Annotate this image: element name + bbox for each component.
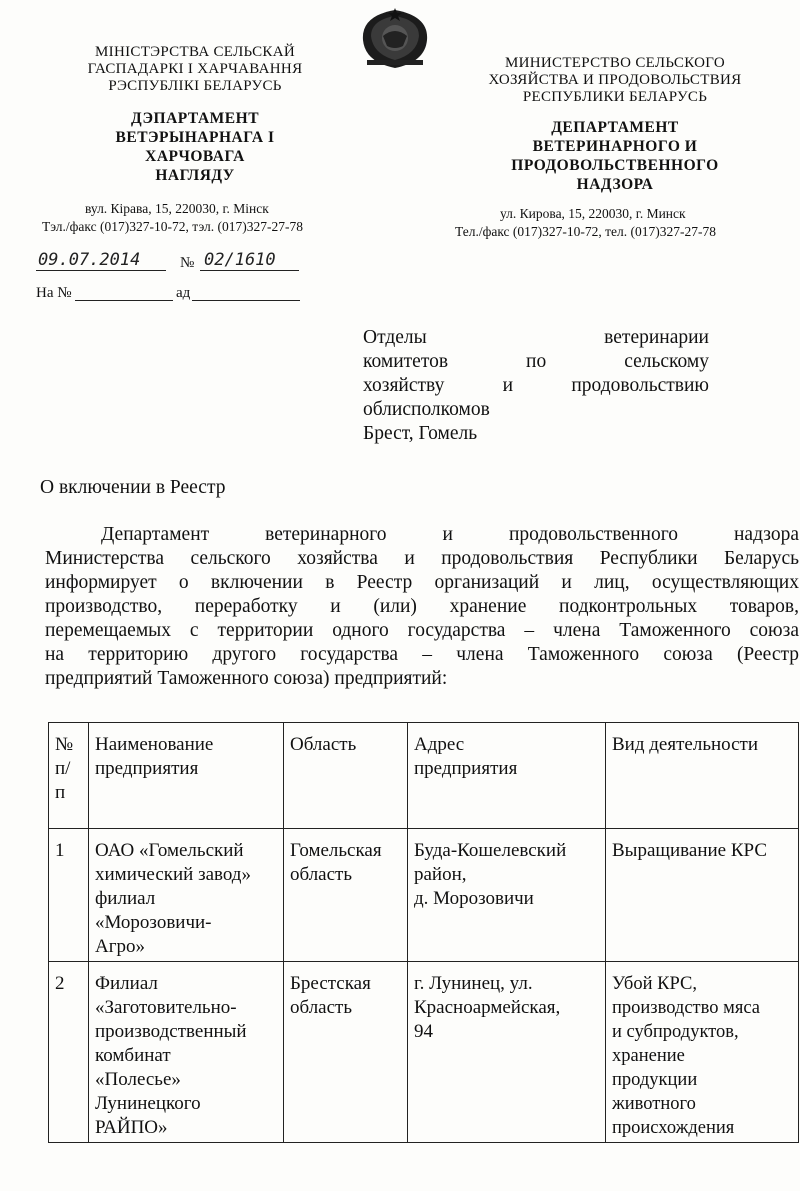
department-name-ru-3: ПРОДОВОЛЬСТВЕННОГО: [511, 157, 719, 174]
address-by-2: Тэл./факс (017)327-10-72, тэл. (017)327-27-78: [42, 219, 303, 234]
body-paragraph: [45, 523, 799, 691]
cell-number: 2: [49, 962, 89, 1143]
paragraph-line: Министерства сельского хозяйства и продовольствия Республики Беларусь: [45, 548, 799, 569]
subject-line: О включении в Реестр: [40, 477, 226, 498]
addressee-block: [363, 326, 709, 446]
cell-region: Гомельская область: [284, 829, 408, 962]
header-cell-address: Адрес предприятия: [408, 723, 606, 829]
addressee-word: хозяйству: [363, 375, 445, 396]
reply-to-label: На №: [36, 285, 72, 301]
paragraph-line: производство, переработку и (или) хранение подконтрольных товаров,: [45, 596, 799, 617]
addressee-word: и: [502, 375, 514, 396]
address-ru-1: ул. Кирова, 15, 220030, г. Минск: [500, 206, 686, 221]
paragraph-line: предприятий Таможенного союза) предприятий:: [45, 668, 448, 689]
header-cell-number: № п/ п: [49, 723, 89, 829]
addressee-word: сельскому: [624, 351, 709, 372]
department-name-by-4: НАГЛЯДУ: [155, 167, 235, 184]
addressee-word: комитетов: [363, 351, 449, 372]
paragraph-line: информирует о включении в Реестр организаций и лиц, осуществляющих: [45, 572, 799, 593]
address-by-1: вул. Кірава, 15, 220030, г. Мінск: [85, 201, 269, 216]
outgoing-number-label: №: [180, 255, 195, 271]
header-cell-activity: Вид деятельности: [606, 723, 799, 829]
ministry-name-ru-1: МИНИСТЕРСТВО СЕЛЬСКОГО: [504, 55, 726, 71]
cell-address: Буда-Кошелевский район, д. Морозовичи: [408, 829, 606, 962]
department-name-by-3: ХАРЧОВАГА: [145, 148, 245, 165]
reply-to-blank: [75, 300, 173, 301]
table-row: [49, 962, 799, 1143]
header-right: [455, 55, 775, 194]
reply-from-blank: [192, 300, 300, 301]
reply-from-label: ад: [176, 285, 191, 301]
ministry-name-by-3: РЭСПУБЛІКІ БЕЛАРУСЬ: [108, 78, 282, 94]
paragraph-line: Департамент ветеринарного и продовольственного надзора: [101, 524, 799, 545]
enterprises-table: [48, 722, 799, 1143]
ministry-name-by-2: ГАСПАДАРКІ І ХАРЧАВАННЯ: [87, 61, 303, 77]
cell-number: 1: [49, 829, 89, 962]
table-header-row: [49, 723, 799, 829]
addressee-word: продовольствию: [571, 375, 709, 396]
ministry-name-ru-3: РЕСПУБЛИКИ БЕЛАРУСЬ: [522, 89, 708, 105]
ministry-name-by-1: МІНІСТЭРСТВА СЕЛЬСКАЙ: [95, 44, 295, 60]
cell-activity: Убой КРС, производство мяса и субпродуктов, хранение продукции животного происхождения: [606, 962, 799, 1143]
cell-name: Филиал «Заготовительно- производственный комбинат «Полесье» Лунинецкого РАЙПО»: [89, 962, 284, 1143]
paragraph-line: на территорию другого государства – члена Таможенного союза (Реестр: [45, 644, 799, 665]
cell-name: ОАО «Гомельский химический завод» филиал «Морозовичи- Агро»: [89, 829, 284, 962]
department-name-ru-4: НАДЗОРА: [576, 176, 654, 193]
header-left: [40, 44, 350, 185]
addressee-line: облисполкомов: [363, 399, 490, 420]
cell-address: г. Лунинец, ул. Красноармейская, 94: [408, 962, 606, 1143]
department-name-ru-2: ВЕТЕРИНАРНОГО И: [532, 138, 698, 155]
header-cell-region: Область: [284, 723, 408, 829]
state-emblem: [357, 6, 433, 70]
address-ru-2: Тел./факс (017)327-10-72, тел. (017)327-27-78: [455, 224, 717, 239]
ministry-name-ru-2: ХОЗЯЙСТВА И ПРОДОВОЛЬСТВИЯ: [488, 72, 742, 88]
addressee-word: Отделы: [363, 327, 427, 348]
department-name-by-2: ВЕТЭРЫНАРНАГА І: [115, 129, 275, 146]
outgoing-date: 09.07.2014: [36, 250, 166, 271]
addressee-word: по: [526, 351, 547, 372]
outgoing-number: 02/1610: [200, 250, 299, 271]
cell-activity: Выращивание КРС: [606, 829, 799, 962]
department-name-ru-1: ДЕПАРТАМЕНТ: [551, 119, 679, 136]
cell-region: Брестская область: [284, 962, 408, 1143]
header-cell-name: Наименование предприятия: [89, 723, 284, 829]
addressee-line: Брест, Гомель: [363, 423, 478, 444]
addressee-word: ветеринарии: [604, 327, 709, 348]
table-row: [49, 829, 799, 962]
department-name-by-1: ДЭПАРТАМЕНТ: [130, 110, 260, 127]
paragraph-line: перемещаемых с территории одного государства – члена Таможенного союза: [45, 620, 799, 641]
